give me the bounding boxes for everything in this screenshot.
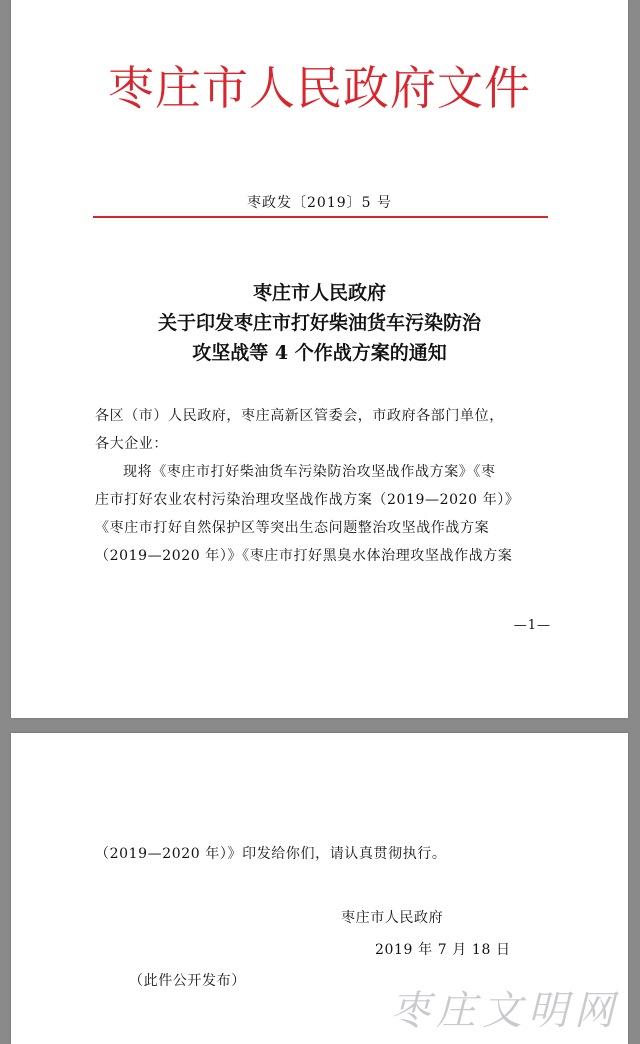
document-header-title: 枣庄市人民政府文件 [108, 61, 531, 115]
recipients-line: 各区（市）人民政府，枣庄高新区管委会，市政府各部门单位， [95, 408, 504, 424]
notice-title-line: 枣庄市人民政府 [252, 282, 386, 304]
watermark-logo: 枣庄文明网 [390, 988, 620, 1034]
recipients-line: 各大企业： [95, 436, 168, 452]
notice-body [95, 402, 555, 570]
document-number: 枣政发〔2019〕5 号 [247, 195, 392, 211]
notice-title [11, 278, 628, 368]
body-continuation: （2019—2020 年）》印发给你们，请认真贯彻执行。 [95, 846, 447, 862]
notice-title-line: 关于印发枣庄市打好柴油货车污染防治 [157, 312, 481, 334]
publish-note: （此件公开发布） [129, 973, 246, 989]
body-line: 庄市打好农业农村污染治理攻坚战作战方案（2019—2020 年）》 [95, 492, 520, 508]
body-line: 现将《枣庄市打好柴油货车污染防治攻坚战作战方案》《枣 [123, 464, 496, 480]
signer: 枣庄市人民政府 [341, 910, 444, 926]
header-divider [93, 216, 548, 218]
body-line: （2019—2020 年）》《枣庄市打好黑臭水体治理攻坚战作战方案 [95, 548, 513, 564]
notice-title-line: 攻坚战等 4 个作战方案的通知 [192, 342, 447, 364]
document-page-2 [11, 733, 628, 1044]
sign-date: 2019 年 7 月 18 日 [375, 942, 511, 958]
document-page-1 [11, 0, 628, 718]
page-number: —1— [513, 618, 551, 633]
body-line: 《枣庄市打好自然保护区等突出生态问题整治攻坚战作战方案 [95, 520, 490, 536]
